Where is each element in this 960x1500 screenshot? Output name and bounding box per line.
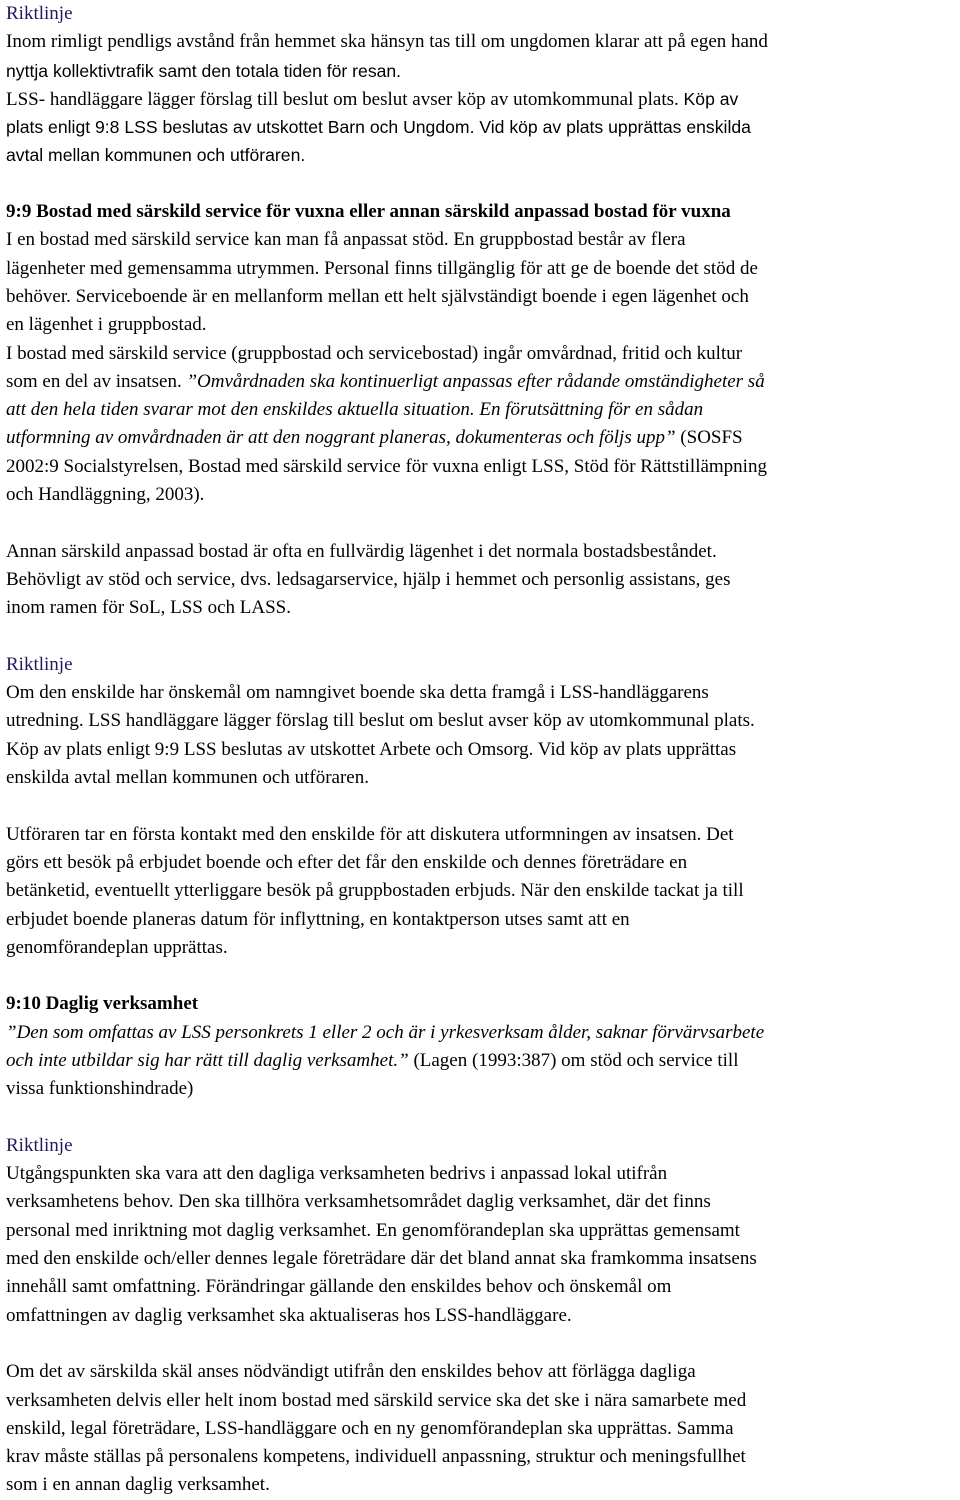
text-run: plats enligt 9:8 LSS beslutas av utskottet Barn och Ungdom. Vid köp av plats upprättas enskilda [6,117,751,138]
text-run: utformning av omvårdnaden är att den noggrant planeras, dokumenteras och följs upp” [6,427,676,449]
text-line [6,849,954,877]
text-line [6,0,954,28]
text-run: Annan särskild anpassad bostad är ofta en fullvärdig lägenhet i det normala bostadsbeståndet. [6,540,717,562]
text-line [6,566,954,594]
text-line [6,1245,954,1273]
text-run: Inom rimligt pendligs avstånd från hemmet ska hänsyn tas till om ungdomen klarar att på egen hand [6,31,768,53]
paragraph-utforaren-kontakt [6,821,954,962]
text-run: och inte utbildar sig har rätt till daglig verksamhet.” [6,1049,409,1071]
text-line [6,113,954,141]
text-line [6,1471,954,1499]
text-run: ”Omvårdnaden ska kontinuerligt anpassas efter rådande omständigheter så [186,370,765,392]
text-line [6,57,954,85]
text-line [6,990,954,1018]
text-line [6,1075,954,1103]
text-line [6,1019,954,1047]
text-run: verksamheten delvis eller helt inom bostad med särskild service ska det ske i nära samarbete med [6,1389,747,1411]
text-run: Om det av särskilda skäl anses nödvändigt utifrån den enskildes behov att förlägga dagliga [6,1361,696,1383]
text-run: LSS- handläggare lägger förslag till beslut om beslut avser köp av utomkommunal plats. [6,88,684,110]
text-run: behöver. Serviceboende är en mellanform mellan ett helt självständigt boende i egen lägenhet och [6,285,749,307]
text-line [6,396,954,424]
document-page [6,0,954,1500]
text-line [6,1302,954,1330]
paragraph-gap [6,1330,954,1358]
text-run: verksamhetens behov. Den ska tillhöra verksamhetsområdet daglig verksamhet, där det finns [6,1191,711,1213]
text-line [6,1047,954,1075]
text-run: nyttja kollektivtrafik samt den totala tiden för resan. [6,60,402,81]
paragraph-annan-anpassad-bostad [6,538,954,623]
text-line [6,1217,954,1245]
section-bostad-sarskild-service [6,198,954,509]
paragraph-gap [6,509,954,537]
text-line [6,736,954,764]
text-run: betänketid, eventuellt ytterliggare besök på gruppbostaden erbjuds. När den enskilde tackat ja till [6,880,744,902]
text-run: erbjudet boende planeras datum för inflyttning, en kontaktperson utses samt att en [6,908,630,930]
text-run: att den hela tiden svarar mot den enskildes aktuella situation. En förutsättning för en sådan [6,399,704,421]
text-run: genomförandeplan upprättas. [6,936,228,958]
text-run: ”Den som omfattas av LSS personkrets 1 eller 2 och är i yrkesverksam ålder, saknar förvärvsarbete [6,1021,765,1043]
text-line [6,424,954,452]
paragraph-gap [6,792,954,820]
text-line [6,226,954,254]
paragraph-riktlinje-daglig-verksamhet [6,1132,954,1330]
paragraph-sarskilda-skal [6,1358,954,1499]
paragraph-riktlinje-ungdom [6,0,954,170]
text-run: vissa funktionshindrade) [6,1078,194,1100]
text-line [6,707,954,735]
text-run: som i en annan daglig verksamhet. [6,1474,270,1496]
text-run: inom ramen för SoL, LSS och LASS. [6,597,291,619]
text-run: Köp av plats enligt 9:9 LSS beslutas av utskottet Arbete och Omsorg. Vid köp av plats upprättas [6,738,737,760]
text-run: lägenheter med gemensamma utrymmen. Personal finns tillgänglig för att ge de boende det stöd de [6,257,758,279]
text-run: innehåll samt omfattning. Förändringar gällande den enskildes behov och önskemål om [6,1276,672,1298]
section-heading: 9:9 Bostad med särskild service för vuxna eller annan särskild anpassad bostad för vuxna [6,201,731,223]
text-line [6,255,954,283]
text-run: Utföraren tar en första kontakt med den enskilde för att diskutera utformningen av insatsen. Det [6,823,734,845]
text-run: I en bostad med särskild service kan man få anpassat stöd. En gruppbostad består av flera [6,229,686,251]
text-line [6,311,954,339]
text-run: som en del av insatsen. [6,370,187,392]
text-run: en lägenhet i gruppbostad. [6,314,207,336]
text-run: och Handläggning, 2003). [6,484,205,506]
text-line [6,1132,954,1160]
text-run: enskilda avtal mellan kommunen och utföraren. [6,767,369,789]
paragraph-gap [6,623,954,651]
text-run: utredning. LSS handläggare lägger förslag till beslut om beslut avser köp av utomkommunal plats. [6,710,755,732]
paragraph-gap [6,1104,954,1132]
text-run: Behövligt av stöd och service, dvs. ledsagarservice, hjälp i hemmet och personlig assistans, ges [6,568,731,590]
text-line [6,1415,954,1443]
riktlinje-heading: Riktlinje [6,653,73,675]
text-run: I bostad med särskild service (gruppbostad och servicebostad) ingår omvårdnad, fritid och kultur [6,342,743,364]
text-line [6,283,954,311]
text-line [6,198,954,226]
riktlinje-heading: Riktlinje [6,3,73,24]
text-line [6,1160,954,1188]
text-line [6,764,954,792]
text-run: (SOSFS [675,427,743,449]
section-heading: 9:10 Daglig verksamhet [6,993,199,1015]
text-run: Om den enskilde har önskemål om namngivet boende ska detta framgå i LSS-handläggarens [6,682,709,704]
text-line [6,877,954,905]
text-run: Köp av [683,88,739,109]
text-line [6,1188,954,1216]
text-line [6,594,954,622]
text-line [6,1387,954,1415]
text-line [6,340,954,368]
text-run: görs ett besök på erbjudet boende och efter det får den enskilde och dennes företrädare en [6,851,688,873]
text-line [6,481,954,509]
text-run: enskild, legal företrädare, LSS-handläggare och en ny genomförandeplan ska upprättas. Samma [6,1417,734,1439]
paragraph-riktlinje-boende [6,651,954,792]
text-run: avtal mellan kommunen och utföraren. [6,145,306,166]
paragraph-gap [6,962,954,990]
text-line [6,141,954,169]
text-line [6,1358,954,1386]
text-line [6,1273,954,1301]
text-run: krav måste ställas på personalens kompetens, individuell anpassning, struktur och meningsfullhet [6,1446,746,1468]
text-line [6,538,954,566]
text-line [6,368,954,396]
text-line [6,28,954,56]
section-daglig-verksamhet [6,990,954,1103]
paragraph-gap [6,170,954,198]
text-line [6,85,954,113]
text-line [6,934,954,962]
text-line [6,906,954,934]
text-run: 2002:9 Socialstyrelsen, Bostad med särskild service för vuxna enligt LSS, Stöd för Rättstillämpning [6,455,767,477]
text-line [6,1443,954,1471]
text-run: personal med inriktning mot daglig verksamhet. En genomförandeplan ska upprättas gemensamt [6,1219,740,1241]
text-run: (Lagen (1993:387) om stöd och service till [408,1049,739,1071]
text-line [6,679,954,707]
text-run: omfattningen av daglig verksamhet ska aktualiseras hos LSS-handläggare. [6,1304,572,1326]
text-line [6,453,954,481]
text-run: med den enskilde och/eller dennes legale företrädare där det bland annat ska framkomma insatsens [6,1248,757,1270]
riktlinje-heading: Riktlinje [6,1134,73,1156]
text-line [6,651,954,679]
text-run: Utgångspunkten ska vara att den dagliga verksamheten bedrivs i anpassad lokal utifrån [6,1163,668,1185]
text-line [6,821,954,849]
